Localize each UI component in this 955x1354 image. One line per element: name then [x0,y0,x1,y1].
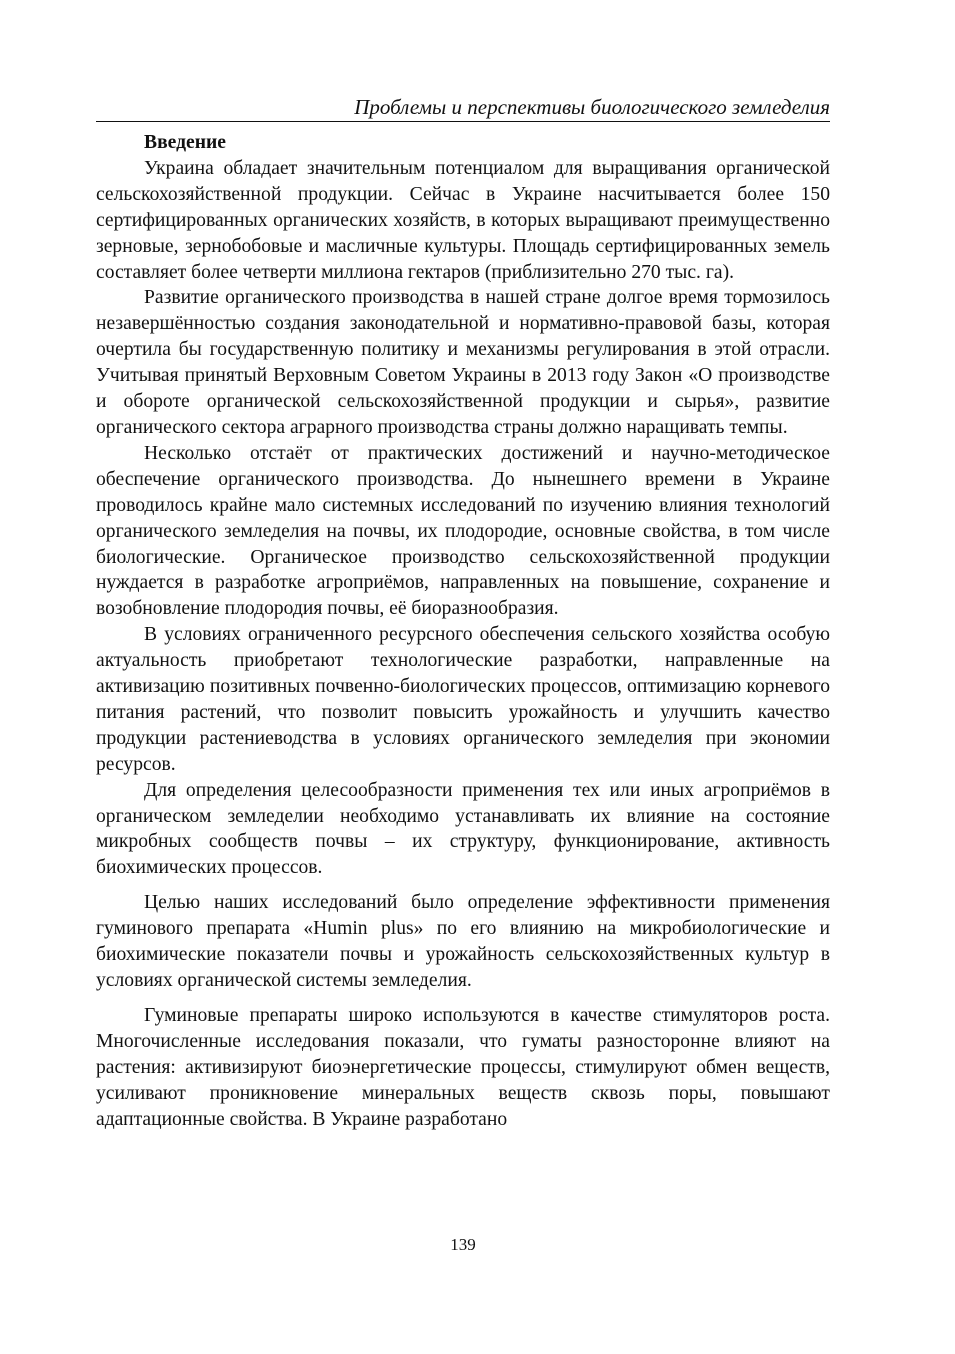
paragraph-5: Для определения целесообразности применения тех или иных агроприёмов в органическом земледелии необходимо устанавливать их влияние на состояние микробных сообществ почвы – их структуру, функционирование, активность биохимических процессов. [96,779,830,879]
document-page [96,0,830,1354]
paragraph-1: Украина обладает значительным потенциалом для выращивания органической сельскохозяйственной продукции. Сейчас в Украине насчитывается более 150 сертифицированных органических хозяйств, в которых выращивают преимущественно зерновые, зернобобовые и масличные культуры. Площадь сертифицированных земель составляет более четверти миллиона гектаров (приблизительно 270 тыс. га). [96,157,830,283]
body-text [96,130,830,1132]
section-title: Введение [144,132,226,153]
paragraph-2: Развитие органического производства в нашей стране долгое время тормозилось незавершённостью создания законодательной и нормативно-правовой базы, которая очертила бы государственную политику и механизмы регулирования в этой отрасли. Учитывая принятый Верховным Советом Украины в 2013 году Закон «О производстве и обороте органической сельскохозяйственной продукции и сырья», развитие органического сектора аграрного производства страны должно наращивать темпы. [96,287,830,438]
paragraph-4: В условиях ограниченного ресурсного обеспечения сельского хозяйства особую актуальность приобретают технологические разработки, направленные на активизацию позитивных почвенно-биологических процессов, оптимизацию корневого питания растений, что позволит повысить урожайность и улучшить качество продукции растениеводства в условиях органического земледелия при экономии ресурсов. [96,624,830,775]
paragraph-7: Гуминовые препараты широко используются в качестве стимуляторов роста. Многочисленные исследования показали, что гуматы разносторонне влияют на растения: активизируют биоэнергетические процессы, стимулируют обмен веществ, усиливают проникновение минеральных веществ сквозь поры, повышают адаптационные свойства. В Украине разработано [96,1004,830,1130]
running-head: Проблемы и перспективы биологического земледелия [354,95,830,119]
paragraph-3: Несколько отстаёт от практических достижений и научно-методическое обеспечение органического производства. До нынешнего времени в Украине проводилось крайне мало системных исследований по изучению влияния технологий органического земледелия на почвы, их плодородие, основные свойства, в том числе биологические. Органическое производство сельскохозяйственной продукции нуждается в разработке агроприёмов, направленных на повышение, сохранение и возобновление плодородия почвы, её биоразнообразия. [96,442,830,620]
page-number: 139 [450,1235,476,1254]
paragraph-6: Целью наших исследований было определение эффективности применения гуминового препарата «Humin plus» по его влиянию на микробиологические и биохимические показатели почвы и урожайность сельскохозяйственных культур в условиях органической системы земледелия. [96,892,830,991]
header-rule [96,121,830,122]
